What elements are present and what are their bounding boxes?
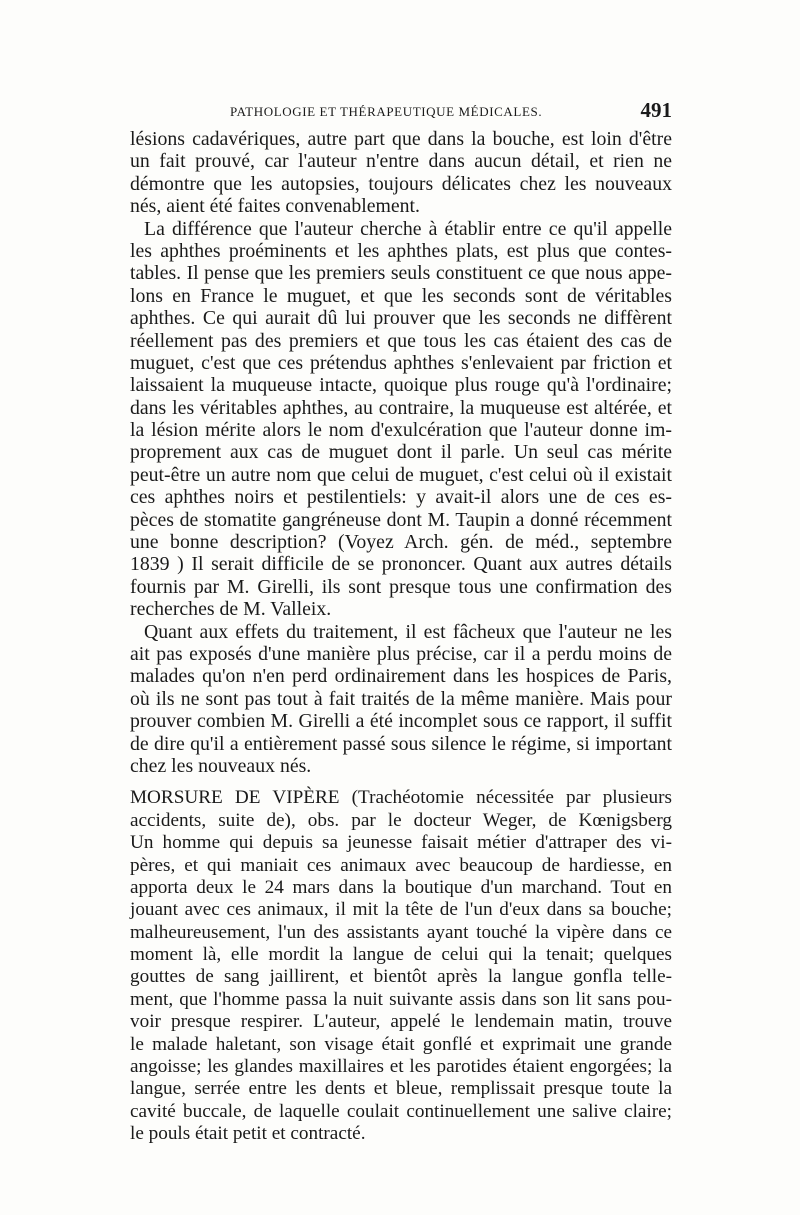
text-line: malheureusement, l'un des assistants ayant touché la vipère dans ce: [130, 921, 672, 943]
text-line: ces aphthes noirs et pestilentiels: y avait-il alors une de ces es-: [130, 486, 672, 509]
page-number: 491: [640, 98, 672, 122]
text-line: de dire qu'il a entièrement passé sous silence le régime, si important: [130, 732, 672, 755]
text-line: langue, serrée entre les dents et bleue, remplissait presque toute la: [130, 1078, 672, 1100]
text-line: tables. Il pense que les premiers seuls constituent ce que nous appe-: [130, 262, 672, 285]
text-line: ment, que l'homme passa la nuit suivante assis dans son lit sans pou-: [130, 988, 672, 1010]
article-morsure-de-vipere: [130, 787, 672, 1145]
text-line: le malade haletant, son visage était gonflé et exprimait une grande: [130, 1033, 672, 1055]
text-line: Quant aux effets du traitement, il est fâcheux que l'auteur ne les: [144, 620, 672, 643]
text-line: accidents, suite de), obs. par le docteur Weger, de Kœnigsberg: [130, 809, 672, 831]
text-line: réellement pas des premiers et que tous les cas étaient des cas de: [130, 329, 672, 352]
text-line: fournis par M. Girelli, ils sont presque tous une confirmation des: [130, 575, 672, 598]
text-line: proprement aux cas de muguet dont il parle. Un seul cas mérite: [130, 441, 672, 464]
text-line: gouttes de sang jaillirent, et bientôt après la langue gonfla telle-: [130, 966, 672, 988]
text-line: une bonne description? (Voyez Arch. gén. de méd., septembre: [130, 531, 672, 554]
text-line: voir presque respirer. L'auteur, appelé le lendemain matin, trouve: [130, 1011, 672, 1033]
paragraph-autopsies: [130, 128, 672, 218]
text-line: prouver combien M. Girelli a été incomplet sous ce rapport, il suffit: [130, 710, 672, 733]
text-line: recherches de M. Valleix.: [130, 598, 332, 621]
text-line: chez les nouveaux nés.: [130, 754, 312, 777]
text-line: pères, et qui maniait ces animaux avec beaucoup de hardiesse, en: [130, 854, 672, 876]
text-line: laissaient la muqueuse intacte, quoique plus rouge qu'à l'ordinaire;: [130, 374, 672, 397]
text-line: 1839 ) Il serait difficile de se prononcer. Quant aux autres détails: [130, 553, 672, 576]
running-head: [130, 98, 672, 124]
text-line: malades qu'on n'en perd ordinairement dans les hospices de Paris,: [130, 665, 672, 688]
text-line: un fait prouvé, car l'auteur n'entre dans aucun détail, et rien ne: [130, 150, 672, 173]
text-line: dans les véritables aphthes, au contraire, la muqueuse est altérée, et: [130, 396, 672, 419]
text-line: moment là, elle mordit la langue de celui qui la tenait; quelques: [130, 944, 672, 966]
text-line: aphthes. Ce qui aurait dû lui prouver que les seconds ne diffèrent: [130, 307, 672, 330]
text-line: démontre que les autopsies, toujours délicates chez les nouveaux: [130, 172, 672, 195]
text-line: angoisse; les glandes maxillaires et les parotides étaient engorgées; la: [130, 1056, 672, 1078]
text-line: apporta deux le 24 mars dans la boutique d'un marchand. Tout en: [130, 876, 672, 898]
running-title: PATHOLOGIE ET THÉRAPEUTIQUE MÉDICALES.: [230, 104, 543, 119]
text-line: nés, aient été faites convenablement.: [130, 195, 420, 218]
text-line: cavité buccale, de laquelle coulait continuellement une salive claire;: [130, 1100, 672, 1122]
text-line: Un homme qui depuis sa jeunesse faisait métier d'attraper des vi-: [130, 832, 672, 854]
body-text: [130, 128, 672, 1146]
text-line: les aphthes proéminents et les aphthes plats, est plus que contes-: [130, 239, 672, 262]
text-line: pèces de stomatite gangréneuse dont M. Taupin a donné récemment: [130, 508, 672, 531]
text-line: la lésion mérite alors le nom d'exulcération que l'auteur donne im-: [130, 419, 672, 442]
text-line: ait pas exposés d'une manière plus précise, car il a perdu moins de: [130, 642, 672, 665]
text-line: lésions cadavériques, autre part que dans la bouche, est loin d'être: [130, 128, 672, 150]
paragraph-traitement: [130, 621, 672, 778]
section-gap: [130, 777, 672, 787]
text-line: La différence que l'auteur cherche à établir entre ce qu'il appelle: [144, 217, 672, 240]
text-line: peut-être un autre nom que celui de muguet, c'est celui où il existait: [130, 463, 672, 486]
text-line: jouant avec ces animaux, il mit la tête de l'un d'eux dans sa bouche;: [130, 899, 672, 921]
text-line: lons en France le muguet, et que les seconds sont de véritables: [130, 284, 672, 307]
article-heading-line: MORSURE DE VIPÈRE (Trachéotomie nécessitée par plusieurs: [130, 787, 672, 809]
text-line: muguet, c'est que ces prétendus aphthes s'enlevaient par friction et: [130, 351, 672, 374]
paragraph-difference: [130, 218, 672, 621]
text-line: où ils ne sont pas tout à fait traités de la même manière. Mais pour: [130, 687, 672, 710]
text-line: le pouls était petit et contracté.: [130, 1123, 366, 1145]
